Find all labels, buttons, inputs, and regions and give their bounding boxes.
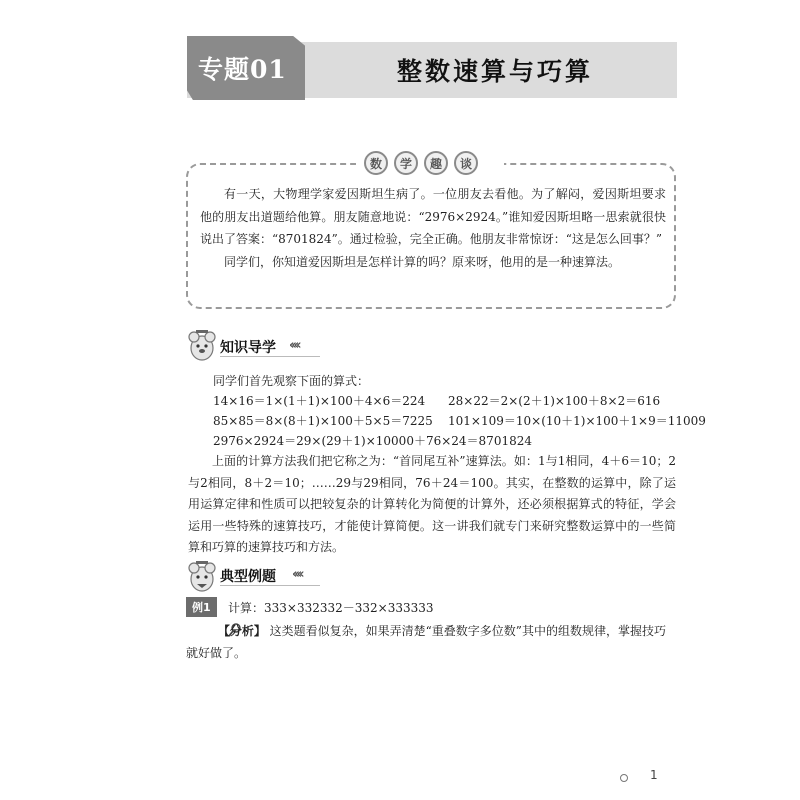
magnifier-icon	[200, 622, 214, 636]
equation: 28×22＝2×(2＋1)×100＋8×2＝616	[448, 394, 661, 408]
mascot-icon	[187, 559, 217, 597]
equation: 101×109＝10×(10＋1)×100＋1×9＝11009	[448, 414, 706, 428]
badge-char: 学	[394, 151, 418, 175]
analysis-tag: 【分析】	[217, 624, 266, 638]
knowledge-explanation: 上面的计算方法我们把它称之为：“首同尾互补”速算法。如：1与1相同，4＋6＝10；2与2相同，8＋2＝10；……29与29相同，76＋24＝100。其实，在整数的运算中，除了运用运算定律和性质可以把较复杂的计算转化为简便的计算外，还必须根据算式的特征，学会运用一些特殊的速算技巧，才能使计算简便。这一讲我们就专门来研究整数运算中的一些简算和巧算的速算技巧和方法。	[188, 454, 676, 554]
analysis-text: 这类题看似复杂，如果弄清楚“重叠数字多位数”其中的组数规律，掌握技巧就好做了。	[186, 624, 666, 660]
page-title: 整数速算与巧算	[396, 57, 593, 86]
page-number: 1	[650, 768, 658, 782]
section-title-knowledge: 知识导学	[220, 340, 276, 356]
example-tag: 例1	[186, 597, 217, 617]
equation: 85×85＝8×(8＋1)×100＋5×5＝7225	[213, 414, 433, 428]
intro-story	[200, 183, 666, 273]
badge-char: 数	[364, 151, 388, 175]
footer-ring-icon	[620, 774, 628, 782]
section-title-examples: 典型例题	[220, 569, 276, 585]
intro-paragraph: 有一天，大物理学家爱因斯坦生病了。一位朋友去看他。为了解闷，爱因斯坦要求他的朋友出道题给他算。朋友随意地说：“2976×2924。”谁知爱因斯坦略一思索就很快说出了答案：“8701824”。通过检验，完全正确。他朋友非常惊讶：“这是怎么回事？”	[200, 187, 666, 246]
topic-number: 专题01	[198, 55, 287, 84]
equation: 2976×2924＝29×(29＋1)×10000＋76×24＝8701824	[213, 434, 532, 448]
badge-char: 趣	[424, 151, 448, 175]
mascot-icon	[187, 328, 217, 366]
section-underline	[220, 356, 320, 357]
knowledge-lead: 同学们首先观察下面的算式：	[213, 374, 370, 388]
section-underline	[220, 585, 320, 586]
example-problem: 计算：333×332332－332×333333	[228, 601, 434, 615]
analysis	[186, 620, 676, 664]
intro-paragraph: 同学们，你知道爱因斯坦是怎样计算的吗？原来呀，他用的是一种速算法。	[224, 254, 621, 269]
badge-char: 谈	[454, 151, 478, 175]
equation: 14×16＝1×(1＋1)×100＋4×6＝224	[213, 394, 426, 408]
intro-badge	[364, 151, 478, 175]
chevrons-icon: ‹‹‹‹	[292, 567, 302, 582]
chevrons-icon: ‹‹‹‹	[289, 338, 299, 353]
